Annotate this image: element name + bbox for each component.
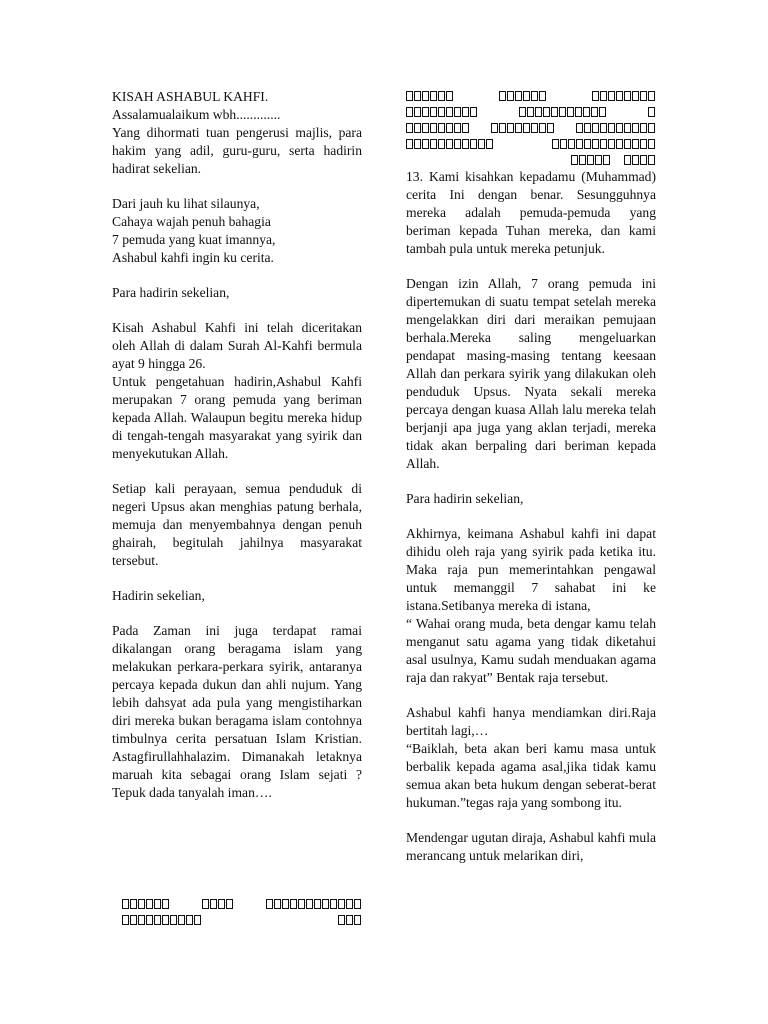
salutation: Para hadirin sekelian, — [406, 491, 524, 506]
paragraph-untuk: Untuk pengetahuan hadirin,Ashabul Kahfi merupakan 7 orang pemuda yang beriman kepada Allah. Walaupun begitu mereka hidup di tengah-tengah masyarakat yang syirik dan menyekutukan Allah. — [112, 374, 362, 461]
greeting: Assalamualaikum wbh............. — [112, 107, 281, 122]
poem-line: Dari jauh ku lihat silaunya, — [112, 196, 260, 211]
paragraph-ayat-13: 13. Kami kisahkan kepadamu (Muhammad) cerita Ini dengan benar. Sesungguhnya mereka adalah pemuda-pemuda yang beriman kepada Tuhan mereka, dan kami tambah pula untuk mereka petunjuk. — [406, 169, 656, 256]
right-column — [406, 88, 656, 882]
poem — [112, 195, 362, 267]
paragraph-kisah: Kisah Ashabul Kahfi ini telah diceritakan oleh Allah di dalam Surah Al-Kahfi bermula ayat 9 hingga 26. — [112, 320, 362, 371]
paragraph-wahai: “ Wahai orang muda, beta dengar kamu telah menganut satu agama yang tidak diketahui asal usulnya, Kamu sudah menduakan agama raja dan rakyat” Bentak raja tersebut. — [406, 616, 656, 685]
salutation: Para hadirin sekelian, — [112, 285, 230, 300]
paragraph-akhirnya: Akhirnya, keimana Ashabul kahfi ini dapat dihidu oleh raja yang syirik pada ketika itu. Maka raja pun memerintahkan pengawal untuk memanggil 7 sahabat ini ke istana.Setibanya mereka di istana, — [406, 526, 656, 613]
poem-line: Cahaya wajah penuh bahagia — [112, 214, 271, 229]
paragraph-mendengar: Mendengar ugutan diraja, Ashabul kahfi mula merancang untuk melarikan diri, — [406, 830, 656, 863]
paragraph-setiap: Setiap kali perayaan, semua penduduk di negeri Upsus akan menghias patung berhala, memuja dan menyembahnya dengan penuh ghairah, begitulah jahilnya masyarakat tersebut. — [112, 481, 362, 568]
left-column — [112, 88, 362, 819]
poem-line: 7 pemuda yang kuat imannya, — [112, 232, 276, 247]
salutation: Hadirin sekelian, — [112, 588, 205, 603]
document-title: KISAH ASHABUL KAHFI. — [112, 89, 269, 104]
address-paragraph: Yang dihormati tuan pengerusi majlis, para hakim yang adil, guru-guru, serta hadirin hadirat sekelian. — [112, 125, 362, 176]
paragraph-dengan: Dengan izin Allah, 7 orang pemuda ini dipertemukan di suatu tempat setelah mereka mengelakkan diri dari meraikan pemujaan berhala.Mereka saling mengeluarkan pendapat masing-masing tentang keesaan Allah dan perkara syirik yang dilakukan oleh penduduk Upsus. Nyata sekali mereka percaya dengan kuasa Allah lalu mereka telah berjanji apa juga yang aklan terjadi, mereka tidak akan berpaling dari beriman kepada Allah. — [406, 276, 656, 471]
poem-line: Ashabul kahfi ingin ku cerita. — [112, 250, 274, 265]
paragraph-ashabul: Ashabul kahfi hanya mendiamkan diri.Raja bertitah lagi,… — [406, 705, 656, 738]
paragraph-baiklah: “Baiklah, beta akan beri kamu masa untuk berbalik kepada agama asal,jika tidak kamu semua akan beta hukum dengan seberat-berat hukuman.”tegas raja yang sombong itu. — [406, 741, 656, 810]
unrendered-arabic-text — [122, 896, 362, 928]
unrendered-arabic-verse — [406, 88, 656, 168]
paragraph-pada: Pada Zaman ini juga terdapat ramai dikalangan orang beragama islam yang melakukan perkara-perkara syirik, antaranya percaya kepada dukun dan ahli nujum. Yang lebih dahsyat ada pula yang mengistiharkan diri mereka bukan beragama islam contohnya timbulnya cerita persatuan Islam Kristian. Astagfirullahhalazim. Dimanakah letaknya maruah kita sebagai orang Islam sejati ? Tepuk dada tanyalah iman…. — [112, 623, 362, 800]
